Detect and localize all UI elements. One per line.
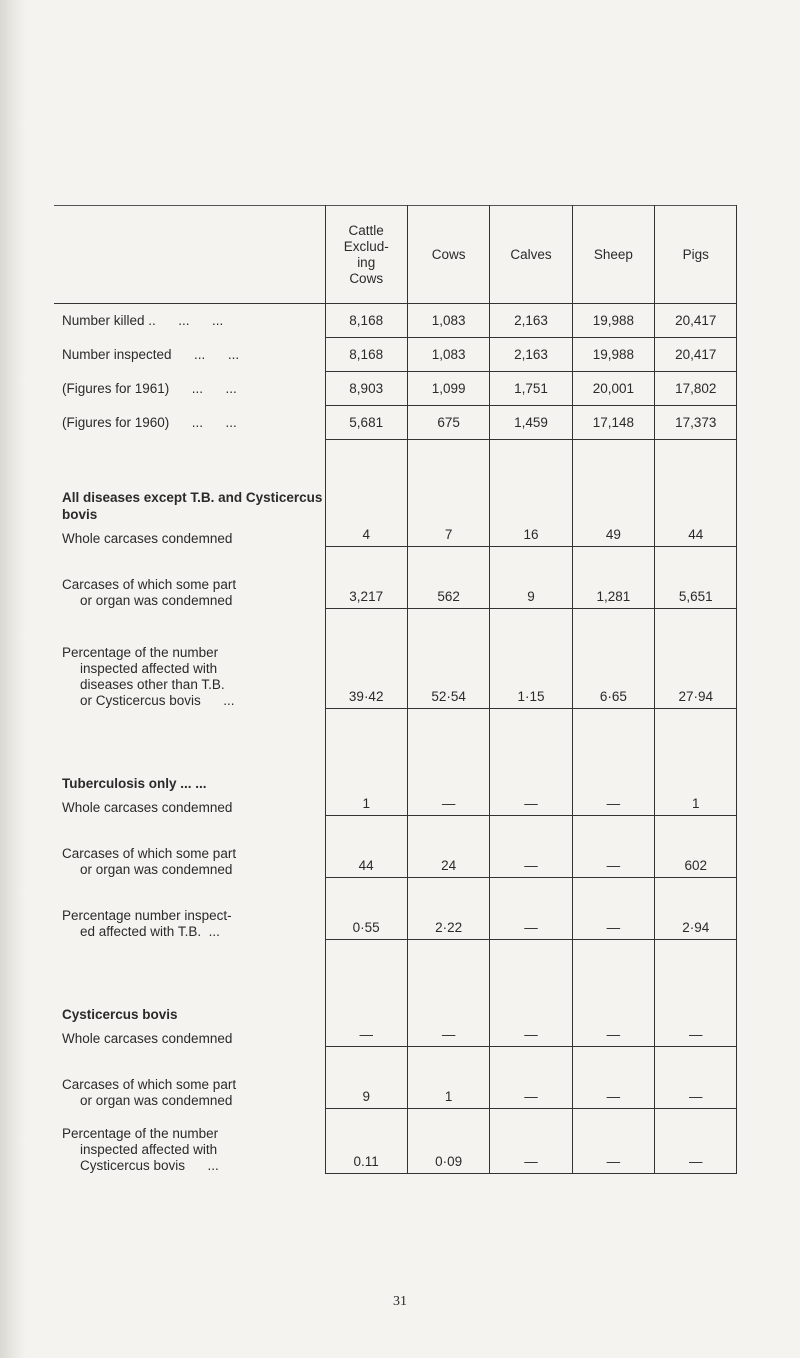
value-cell: 1·15 [490, 609, 572, 709]
value-cell: 1 [655, 709, 737, 816]
value-cell: 7 [407, 440, 489, 547]
value-cell: — [325, 940, 407, 1047]
row-label-text: Whole carcases condemned [62, 530, 233, 546]
value-cell: 17,148 [572, 406, 654, 440]
value-cell: 49 [572, 440, 654, 547]
header-blank-cell [54, 206, 325, 304]
row-label-text: (Figures for 1960) ... ... [62, 414, 237, 430]
value-cell: — [572, 1109, 654, 1174]
value-cell: — [490, 1047, 572, 1109]
row-label [54, 338, 325, 372]
row-label [54, 406, 325, 440]
value-cell: 8,168 [325, 304, 407, 338]
value-cell: 6·65 [572, 609, 654, 709]
page-number: 31 [393, 1294, 407, 1309]
value-cell: 2,163 [490, 338, 572, 372]
row-label [54, 940, 325, 1047]
row-label [54, 372, 325, 406]
column-header-calves [490, 206, 572, 304]
value-cell: 19,988 [572, 338, 654, 372]
table-row [54, 1047, 737, 1109]
row-label-line: Percentage number inspect- [62, 907, 232, 923]
value-cell: 24 [407, 816, 489, 878]
value-cell: 8,903 [325, 372, 407, 406]
column-header-sheep [572, 206, 654, 304]
row-label [54, 1109, 325, 1174]
value-cell: — [572, 1047, 654, 1109]
section-gap [62, 523, 325, 531]
column-header-line: Cows [349, 270, 384, 286]
row-label-line: or organ was condemned [80, 592, 233, 608]
row-label-line: Percentage of the number [62, 644, 219, 660]
value-cell: 52·54 [407, 609, 489, 709]
value-cell: 16 [490, 440, 572, 547]
table-row [54, 406, 737, 440]
value-cell: 44 [655, 440, 737, 547]
value-cell: — [572, 940, 654, 1047]
value-cell: 0.11 [325, 1109, 407, 1174]
value-cell: 1,751 [490, 372, 572, 406]
row-label-line: Cysticercus bovis ... [80, 1157, 219, 1173]
row-label-line: Carcases of which some part [62, 1076, 237, 1092]
value-cell: 19,988 [572, 304, 654, 338]
table-row [54, 878, 737, 940]
value-cell: 0·55 [325, 878, 407, 940]
row-label-line: or organ was condemned [80, 1092, 233, 1108]
meat-inspection-table-container [54, 205, 737, 1174]
row-label [54, 816, 325, 878]
value-cell: 2·22 [407, 878, 489, 940]
value-cell: 20,417 [655, 304, 737, 338]
value-cell: 1,459 [490, 406, 572, 440]
value-cell: — [572, 709, 654, 816]
value-cell: 8,168 [325, 338, 407, 372]
value-cell: 20,417 [655, 338, 737, 372]
value-cell: 2,163 [490, 304, 572, 338]
value-cell: 0·09 [407, 1109, 489, 1174]
row-label-line: Percentage of the number [62, 1125, 219, 1141]
value-cell: 17,373 [655, 406, 737, 440]
value-cell: 5,651 [655, 547, 737, 609]
section-gap [62, 1023, 325, 1031]
row-label-text: Number killed .. ... ... [62, 312, 224, 328]
row-label-line: diseases other than T.B. [80, 676, 225, 692]
value-cell: 675 [407, 406, 489, 440]
section-heading: All diseases except T.B. and Cysticercus bovis [62, 489, 323, 522]
column-header-cattle [325, 206, 407, 304]
table-row [54, 440, 737, 547]
column-header-pigs [655, 206, 737, 304]
value-cell: — [490, 1109, 572, 1174]
value-cell: 20,001 [572, 372, 654, 406]
value-cell: — [490, 816, 572, 878]
value-cell: — [655, 1109, 737, 1174]
value-cell: — [407, 940, 489, 1047]
value-cell: 602 [655, 816, 737, 878]
value-cell: 3,217 [325, 547, 407, 609]
row-label [54, 547, 325, 609]
row-label-text: (Figures for 1961) ... ... [62, 380, 237, 396]
row-label [54, 878, 325, 940]
value-cell: 1 [407, 1047, 489, 1109]
value-cell: 1,099 [407, 372, 489, 406]
table-row [54, 338, 737, 372]
column-header-line: Sheep [593, 246, 633, 262]
value-cell: 1,083 [407, 338, 489, 372]
value-cell: — [490, 709, 572, 816]
value-cell: — [572, 878, 654, 940]
value-cell: 562 [407, 547, 489, 609]
column-header-line: Cows [431, 246, 466, 262]
row-label [54, 609, 325, 709]
column-header-line: ing [357, 254, 376, 270]
value-cell: 27·94 [655, 609, 737, 709]
table-row [54, 1109, 737, 1174]
column-header-line: Exclud- [343, 238, 389, 254]
row-label-line: Carcases of which some part [62, 576, 237, 592]
meat-inspection-table [54, 205, 737, 1174]
value-cell: 17,802 [655, 372, 737, 406]
table-row [54, 940, 737, 1047]
value-cell: 1,281 [572, 547, 654, 609]
row-label [54, 440, 325, 547]
row-label [54, 1047, 325, 1109]
row-label [54, 709, 325, 816]
table-row [54, 304, 737, 338]
value-cell: 1,083 [407, 304, 489, 338]
section-heading: Tuberculosis only ... ... [62, 775, 207, 791]
table-row [54, 609, 737, 709]
column-header-line: Pigs [682, 246, 709, 262]
column-header-line: Cattle [348, 222, 384, 238]
table-row [54, 547, 737, 609]
row-label [54, 304, 325, 338]
value-cell: — [655, 940, 737, 1047]
section-heading: Cysticercus bovis [62, 1006, 178, 1022]
value-cell: 4 [325, 440, 407, 547]
column-header-line: Calves [510, 246, 552, 262]
table-row [54, 372, 737, 406]
page-edge-shadow [0, 0, 26, 1358]
value-cell: — [572, 816, 654, 878]
section-gap [62, 792, 325, 800]
row-label-line: inspected affected with [80, 1141, 218, 1157]
column-header-cows [407, 206, 489, 304]
row-label-text: Whole carcases condemned [62, 1030, 233, 1046]
row-label-text: Whole carcases condemned [62, 799, 233, 815]
value-cell: 9 [490, 547, 572, 609]
value-cell: — [490, 878, 572, 940]
value-cell: 9 [325, 1047, 407, 1109]
row-label-line: or organ was condemned [80, 861, 233, 877]
table-row [54, 709, 737, 816]
value-cell: 44 [325, 816, 407, 878]
row-label-line: inspected affected with [80, 660, 218, 676]
value-cell: — [655, 1047, 737, 1109]
value-cell: — [407, 709, 489, 816]
value-cell: 39·42 [325, 609, 407, 709]
value-cell: — [490, 940, 572, 1047]
value-cell: 2·94 [655, 878, 737, 940]
row-label-line: ed affected with T.B. ... [80, 923, 220, 939]
header-row [54, 206, 737, 304]
table-body [54, 206, 737, 1174]
value-cell: 1 [325, 709, 407, 816]
value-cell: 5,681 [325, 406, 407, 440]
row-label-text: Number inspected ... ... [62, 346, 240, 362]
row-label-line: Carcases of which some part [62, 845, 237, 861]
table-row [54, 816, 737, 878]
row-label-line: or Cysticercus bovis ... [80, 692, 235, 708]
